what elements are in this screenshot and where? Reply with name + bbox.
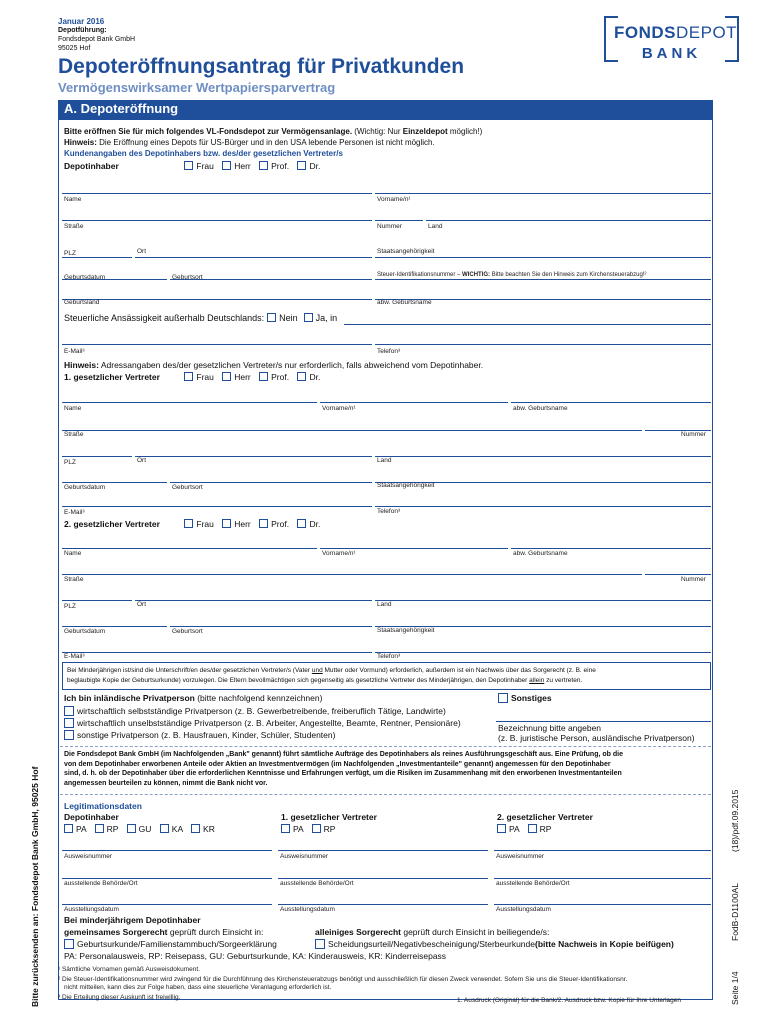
- v2-vorname-field[interactable]: [320, 532, 508, 549]
- v1-nummer-field[interactable]: [645, 414, 711, 431]
- hinweis2-text: Adressangaben des/der gesetzlichen Vertreter/s nur erforderlich, falls abweichend vom Depotinhaber.: [98, 360, 484, 370]
- alleiniges-sorgerecht: [315, 927, 549, 937]
- v1-checkbox-frau[interactable]: [184, 372, 193, 381]
- depotinhaber-ort-field[interactable]: [135, 240, 372, 258]
- v1-label-telefon: Telefon³: [377, 508, 401, 515]
- v2-label-plz: PLZ: [64, 603, 76, 610]
- legit-ausweisnummer-field[interactable]: [62, 834, 272, 851]
- privatperson-checkbox-1[interactable]: [64, 706, 74, 716]
- minderjaehrige-text-3: beglaubigte Kopie der Geburtsurkunde) vorzulegen. Die Eltern bevollmächtigen sich gegenseitig als gesetzliche Vertreter des Minderjährigen, den Depotinhaber: [67, 677, 530, 684]
- label-geburtsdatum: Geburtsdatum: [64, 274, 106, 281]
- logo-fonds: FONDS: [614, 23, 676, 42]
- v1-label-strasse: Straße: [64, 431, 84, 438]
- label-vorname: Vorname/n¹: [377, 196, 411, 203]
- v1-geburtsort-field[interactable]: [170, 466, 372, 483]
- label-geburtsort: Geburtsort: [172, 274, 203, 281]
- vertreter1-label: 1. gesetzlicher Vertreter: [64, 372, 160, 382]
- label-herr: Herr: [234, 161, 251, 171]
- legit-v2-label-ausweisnummer: Ausweisnummer: [496, 853, 545, 860]
- v1-label-email: E-Mail³: [64, 509, 85, 516]
- legit-v1-label-behoerde: ausstellende Behörde/Ort: [280, 880, 354, 887]
- side-form-code: FodB-D1100AL: [730, 883, 740, 941]
- steuerliche-row: [64, 313, 337, 323]
- label-abw-geburtsname: abw. Geburtsname: [377, 299, 432, 306]
- legit-v2-datum-field[interactable]: [494, 888, 711, 905]
- legit-v2-rp-checkbox[interactable]: [528, 824, 537, 833]
- v1-ort-field[interactable]: [135, 440, 372, 457]
- v1-label-plz: PLZ: [64, 459, 76, 466]
- legit-ka-label: KA: [171, 824, 183, 834]
- v1-abw-geburtsname-field[interactable]: [511, 386, 711, 403]
- v2-strasse-field[interactable]: [62, 558, 642, 575]
- v2-checkbox-prof[interactable]: [259, 519, 268, 528]
- legit-v2-ausweisnummer-field[interactable]: [494, 834, 711, 851]
- v2-label-abw-geburtsname: abw. Geburtsname: [513, 550, 568, 557]
- legit-v1-label-ausweisnummer: Ausweisnummer: [280, 853, 329, 860]
- privatperson-heading-bold: Ich bin inländische Privatperson: [64, 693, 195, 703]
- alleiniges-rest: geprüft durch Einsicht in beiliegende/s:: [400, 927, 550, 937]
- scheidung-option[interactable]: [315, 939, 674, 949]
- minderjaehrige-text-1: Bei Minderjährigen ist/sind die Unterschrift/en des/der gesetzlichen Vertreter/s (Vater: [67, 667, 312, 674]
- depotinhaber-vorname-field[interactable]: [375, 176, 711, 194]
- v2-label-staatsangehoerigkeit: Staatsangehörigkeit: [377, 627, 435, 634]
- bank-disclaimer: [64, 750, 712, 788]
- legit-v2-pa-label: PA: [509, 824, 520, 834]
- v2-label-nummer: Nummer: [681, 576, 706, 583]
- legit-pa-label: PA: [76, 824, 87, 834]
- hinweis2-line: [64, 360, 483, 370]
- depotinhaber-salutation-row: [64, 161, 320, 171]
- label-dr: Dr.: [309, 161, 321, 171]
- depotinhaber-abw-geburtsname-field[interactable]: [375, 283, 711, 300]
- kundenangaben-heading: Kundenangaben des Depotinhabers bzw. des/der gesetzlichen Vertreter/s: [64, 149, 343, 158]
- privatperson-option-3-label: sonstige Privatperson (z. B. Hausfrauen, Kinder, Schüler, Studenten): [77, 730, 336, 740]
- label-frau: Frau: [196, 161, 214, 171]
- depotinhaber-telefon-field[interactable]: [375, 327, 711, 345]
- v1-label-herr: Herr: [234, 372, 251, 382]
- bank-disclaimer-line-3: sind, d. h. ob der Depotinhaber über die erforderlichen Kenntnisse und Erfahrungen verfügt, um die Risiken im Zusammenhang mit den erworbenen Investmentanteilen: [64, 770, 622, 777]
- legit-v1-rp-label: RP: [323, 824, 336, 834]
- depotinhaber-geburtsland-field[interactable]: [62, 283, 372, 300]
- label-steuer-id-rest: Bitte beachten Sie den Hinweis zum Kirchensteuerabzug!²: [490, 272, 647, 278]
- v2-label-land: Land: [377, 601, 392, 608]
- v1-checkbox-herr[interactable]: [222, 372, 231, 381]
- legit-col3-heading: 2. gesetzlicher Vertreter: [497, 812, 593, 822]
- label-strasse: Straße: [64, 223, 84, 230]
- steuerliche-land-field[interactable]: [344, 308, 711, 325]
- depot-city: 95025 Hof: [58, 45, 91, 52]
- bank-disclaimer-line-4: angemessen beurteilen zu können, nimmt die Bank nicht vor.: [64, 779, 268, 787]
- section-a-heading: A. Depoteröffnung: [58, 100, 713, 119]
- v2-checkbox-herr[interactable]: [222, 519, 231, 528]
- legit-v1-datum-field[interactable]: [278, 888, 488, 905]
- checkbox-prof[interactable]: [259, 161, 268, 170]
- sonstiges-bezeichnung-field[interactable]: [496, 704, 711, 722]
- legit-v1-rp-checkbox[interactable]: [312, 824, 321, 833]
- legit-ka-checkbox[interactable]: [160, 824, 169, 833]
- scheidung-bold: (bitte Nachweis in Kopie beifügen): [534, 939, 674, 949]
- v2-label-frau: Frau: [196, 519, 214, 529]
- depotinhaber-label: Depotinhaber: [64, 161, 119, 171]
- v1-land-field[interactable]: [375, 440, 711, 457]
- hinweis-bold: Hinweis:: [64, 138, 97, 147]
- header-meta: [58, 17, 135, 53]
- intro-line: [64, 127, 482, 136]
- legit-v2-pa-checkbox[interactable]: [497, 824, 506, 833]
- v2-label-strasse: Straße: [64, 576, 84, 583]
- v2-email-field[interactable]: [62, 636, 372, 653]
- vertreter2-label: 2. gesetzlicher Vertreter: [64, 519, 160, 529]
- label-ort: Ort: [137, 248, 147, 255]
- depotinhaber-email-field[interactable]: [62, 327, 372, 345]
- checkbox-frau[interactable]: [184, 161, 193, 170]
- geburtsurkunde-checkbox[interactable]: [64, 939, 74, 949]
- intro-bold: Bitte eröffnen Sie für mich folgendes VL-Fondsdepot zur Vermögensanlage.: [64, 127, 353, 136]
- legit-label-behoerde: ausstellende Behörde/Ort: [64, 880, 138, 887]
- gemeinsames-sorgerecht: [64, 927, 263, 937]
- label-steuer-id: [377, 272, 646, 278]
- v2-geburtsdatum-field[interactable]: [62, 610, 167, 627]
- v2-label-geburtsdatum: Geburtsdatum: [64, 628, 106, 635]
- checkbox-dr[interactable]: [297, 161, 306, 170]
- legit-rp-label: RP: [106, 824, 119, 834]
- privatperson-checkbox-3[interactable]: [64, 730, 74, 740]
- footnote-1: ¹ Sämtliche Vornamen gemäß Ausweisdokument.: [58, 966, 200, 973]
- legit-pa-checkbox[interactable]: [64, 824, 73, 833]
- footnote-2a: ² Die Steuer-Identifikationsnummer wird zwingend für die Durchführung des Kirchensteuerabzugs benötigt und ausschließlich für diesen Zweck verwendet. Sofern Sie uns die Steuer-Identifikationsnr.: [58, 976, 628, 983]
- v2-ort-field[interactable]: [135, 584, 372, 601]
- legit-behoerde-field[interactable]: [62, 862, 272, 879]
- legit-v1-label-datum: Ausstellungsdatum: [280, 906, 335, 913]
- steuerliche-label: Steuerliche Ansässigkeit außerhalb Deutschlands:: [64, 313, 265, 323]
- label-nein: Nein: [279, 313, 298, 323]
- label-steuer-id-text: Steuer-Identifikationsnummer –: [377, 272, 463, 278]
- checkbox-ja[interactable]: [304, 313, 313, 322]
- hinweis2-bold: Hinweis:: [64, 360, 99, 370]
- v1-checkbox-prof[interactable]: [259, 372, 268, 381]
- bank-disclaimer-line-2: von dem Depotinhaber erworbenen Anteile oder Aktien an Investmentvermögen (im Nachfolgenden „Investmentanteile" genannt) angemessen für den Depotinhaber: [64, 760, 611, 768]
- minderjaehrige-allein: allein: [529, 677, 545, 684]
- legit-kr-label: KR: [203, 824, 215, 834]
- v2-label-herr: Herr: [234, 519, 251, 529]
- v1-label-geburtsort: Geburtsort: [172, 484, 203, 491]
- scheidung-checkbox[interactable]: [315, 939, 325, 949]
- gemeinsames-rest: geprüft durch Einsicht in:: [167, 927, 264, 937]
- privatperson-heading-note: (bitte nachfolgend kennzeichnen): [194, 693, 323, 703]
- label-email: E-Mail³: [64, 348, 85, 355]
- form-date: Januar 2016: [58, 17, 105, 26]
- v2-label-ort: Ort: [137, 601, 147, 608]
- depot-name: Fondsdepot Bank GmbH: [58, 36, 136, 43]
- label-steuer-id-bold: WICHTIG:: [462, 272, 491, 278]
- v2-name-field[interactable]: [62, 532, 317, 549]
- legitimation-legende: PA: Personalausweis, RP: Reisepass, GU: Geburtsurkunde, KA: Kinderausweis, KR: Kinderreisepass: [64, 951, 447, 961]
- v1-staatsangehoerigkeit-field[interactable]: [375, 466, 711, 483]
- legit-label-ausweisnummer: Ausweisnummer: [64, 853, 113, 860]
- label-ja-in: Ja, in: [315, 313, 338, 323]
- legit-gu-label: GU: [138, 824, 152, 834]
- legit-col1-options: [58, 824, 215, 834]
- v2-label-vorname: Vorname/n¹: [322, 550, 356, 557]
- v2-checkbox-dr[interactable]: [297, 519, 306, 528]
- legitimation-heading: Legitimationsdaten: [64, 801, 142, 811]
- minderjaehrige-text-4: zu vertreten.: [544, 677, 583, 684]
- scheidung-label: Scheidungsurteil/Negativbescheinigung/Sterbeurkunde: [328, 939, 535, 949]
- label-land: Land: [428, 223, 443, 230]
- depot-label: Depotführung:: [58, 27, 107, 34]
- v1-plz-field[interactable]: [62, 440, 132, 457]
- sonstiges-label: Sonstiges: [511, 693, 552, 703]
- legit-v1-pa-label: PA: [293, 824, 304, 834]
- v2-label-email: E-Mail³: [64, 653, 85, 660]
- bezeichnung-note: (z. B. juristische Person, ausländische Privatperson): [498, 733, 695, 743]
- legit-label-datum: Ausstellungsdatum: [64, 906, 119, 913]
- legit-col2-heading: 1. gesetzlicher Vertreter: [281, 812, 377, 822]
- legit-v1-pa-checkbox[interactable]: [281, 824, 290, 833]
- vertreter2-salutation-row: [64, 519, 320, 529]
- v1-telefon-field[interactable]: [375, 490, 711, 507]
- depotinhaber-name-field[interactable]: [62, 176, 372, 194]
- v1-label-land: Land: [377, 457, 392, 464]
- v2-telefon-field[interactable]: [375, 636, 711, 653]
- bank-logo: [604, 16, 739, 66]
- footnote-3: ³ Die Erteilung dieser Auskunft ist freiwillig.: [58, 994, 181, 1001]
- legit-v1-behoerde-field[interactable]: [278, 862, 488, 879]
- v1-label-nummer: Nummer: [681, 431, 706, 438]
- label-geburtsland: Geburtsland: [64, 299, 100, 306]
- v1-label-dr: Dr.: [309, 372, 321, 382]
- side-return-address: Bitte zurücksenden an: Fondsdepot Bank GmbH, 95025 Hof: [30, 766, 40, 1007]
- legit-v2-behoerde-field[interactable]: [494, 862, 711, 879]
- privatperson-option-1-label: wirtschaftlich selbstständige Privatperson (z. B. Gewerbetreibende, freiberuflich Tätige, Landwirte): [77, 706, 446, 716]
- v2-land-field[interactable]: [375, 584, 711, 601]
- v2-label-telefon: Telefon³: [377, 653, 401, 660]
- depotinhaber-strasse-field[interactable]: [62, 203, 372, 221]
- v2-plz-field[interactable]: [62, 584, 132, 601]
- v2-label-name: Name: [64, 550, 82, 557]
- sonstiges-checkbox[interactable]: [498, 693, 508, 703]
- minderjaehrige-und: und: [311, 667, 323, 674]
- hinweis-text: Die Eröffnung eines Depots für US-Bürger und in den USA lebende Personen ist nicht möglich.: [96, 138, 435, 147]
- v2-checkbox-frau[interactable]: [184, 519, 193, 528]
- privatperson-heading: [64, 693, 322, 703]
- page-title: Depoteröffnungsantrag für Privatkunden: [58, 55, 465, 78]
- minderjaehrige-text-2: Mutter oder Vormund) erforderlich, außerdem ist ein Nachweis über das Sorgerecht (z. B. eine: [322, 667, 596, 674]
- sonstiges-option[interactable]: [498, 693, 552, 703]
- v1-label-abw-geburtsname: abw. Geburtsname: [513, 405, 568, 412]
- legit-v2-rp-label: RP: [539, 824, 552, 834]
- geburtsurkunde-label: Geburtsurkunde/Familienstammbuch/Sorgeerklärung: [77, 939, 277, 949]
- v2-nummer-field[interactable]: [645, 558, 711, 575]
- gemeinsames-bold: gemeinsames Sorgerecht: [64, 927, 168, 937]
- footnote-2b: nicht mitteilen, kann dies zur Folge haben, dass eine steuerliche Veranlagung erforderlich ist.: [64, 984, 332, 991]
- page-subtitle: Vermögenswirksamer Wertpapiersparvertrag: [58, 80, 336, 95]
- v2-label-dr: Dr.: [309, 519, 321, 529]
- divider: [60, 794, 711, 795]
- label-plz: PLZ: [64, 250, 76, 257]
- v1-email-field[interactable]: [62, 490, 372, 507]
- alleiniges-bold: alleiniges Sorgerecht: [315, 927, 401, 937]
- logo-depot: DEPOT: [676, 23, 738, 42]
- ausdruck-note: 1. Ausdruck (Original) für die Bank/2. Ausdruck bzw. Kopie für Ihre Unterlagen: [457, 997, 682, 1004]
- logo-bank: BANK: [641, 45, 702, 62]
- label-telefon: Telefon³: [377, 348, 401, 355]
- v1-label-vorname: Vorname/n¹: [322, 405, 356, 412]
- v2-staatsangehoerigkeit-field[interactable]: [375, 610, 711, 627]
- hinweis-line: [64, 138, 435, 147]
- side-version: (18)/pdf.09.2015: [730, 789, 740, 852]
- depotinhaber-land-field[interactable]: [426, 203, 711, 221]
- v1-label-geburtsdatum: Geburtsdatum: [64, 484, 106, 491]
- intro-note-prefix: (Wichtig: Nur: [354, 127, 403, 136]
- geburtsurkunde-option[interactable]: [64, 939, 277, 949]
- depotinhaber-nummer-field[interactable]: [375, 203, 423, 221]
- label-nummer: Nummer: [377, 223, 402, 230]
- privatperson-checkbox-2[interactable]: [64, 718, 74, 728]
- privatperson-option-2-label: wirtschaftlich unselbstständige Privatperson (z. B. Arbeiter, Angestellte, Beamte, Rentner, Pensionäre): [77, 718, 461, 728]
- intro-note-bold: Einzeldepot: [402, 127, 448, 136]
- v2-abw-geburtsname-field[interactable]: [511, 532, 711, 549]
- v1-label-ort: Ort: [137, 457, 147, 464]
- legit-col3-options: [491, 824, 551, 834]
- side-page-number: Seite 1/4: [730, 971, 740, 1005]
- vertreter1-salutation-row: [64, 372, 320, 382]
- v1-label-prof: Prof.: [271, 372, 290, 382]
- v1-vorname-field[interactable]: [320, 386, 508, 403]
- v1-label-staatsangehoerigkeit: Staatsangehörigkeit: [377, 482, 435, 489]
- privatperson-option-3[interactable]: [64, 730, 335, 740]
- label-prof: Prof.: [271, 161, 290, 171]
- privatperson-option-1[interactable]: [64, 706, 446, 716]
- legit-v2-label-behoerde: ausstellende Behörde/Ort: [496, 880, 570, 887]
- minderjaehrige-note: [62, 662, 711, 690]
- privatperson-option-2[interactable]: [64, 718, 461, 728]
- v1-label-name: Name: [64, 405, 82, 412]
- v1-label-frau: Frau: [196, 372, 214, 382]
- label-staatsangehoerigkeit: Staatsangehörigkeit: [377, 248, 435, 255]
- v2-geburtsort-field[interactable]: [170, 610, 372, 627]
- minderjaehrig-heading: Bei minderjährigem Depotinhaber: [64, 915, 201, 925]
- legit-datum-field[interactable]: [62, 888, 272, 905]
- v2-label-geburtsort: Geburtsort: [172, 628, 203, 635]
- v1-strasse-field[interactable]: [62, 414, 642, 431]
- legit-v2-label-datum: Ausstellungsdatum: [496, 906, 551, 913]
- label-name: Name: [64, 196, 82, 203]
- v1-name-field[interactable]: [62, 386, 317, 403]
- checkbox-herr[interactable]: [222, 161, 231, 170]
- v1-geburtsdatum-field[interactable]: [62, 466, 167, 483]
- legit-gu-checkbox[interactable]: [127, 824, 136, 833]
- checkbox-nein[interactable]: [267, 313, 276, 322]
- legit-col1-heading: Depotinhaber: [64, 812, 119, 822]
- bank-disclaimer-line-1: Die Fondsdepot Bank GmbH (im Nachfolgenden „Bank" genannt) führt sämtliche Aufträge des Depotinhabers als reines Ausführungsgeschäft aus. Eine Prüfung, ob die: [64, 751, 623, 758]
- divider: [60, 746, 711, 747]
- v2-label-prof: Prof.: [271, 519, 290, 529]
- legit-rp-checkbox[interactable]: [95, 824, 104, 833]
- bezeichnung-label: Bezeichnung bitte angeben: [498, 723, 602, 733]
- legit-kr-checkbox[interactable]: [191, 824, 200, 833]
- legit-v1-ausweisnummer-field[interactable]: [278, 834, 488, 851]
- v1-checkbox-dr[interactable]: [297, 372, 306, 381]
- intro-note-suffix: möglich!): [447, 127, 483, 136]
- legit-col2-options: [275, 824, 335, 834]
